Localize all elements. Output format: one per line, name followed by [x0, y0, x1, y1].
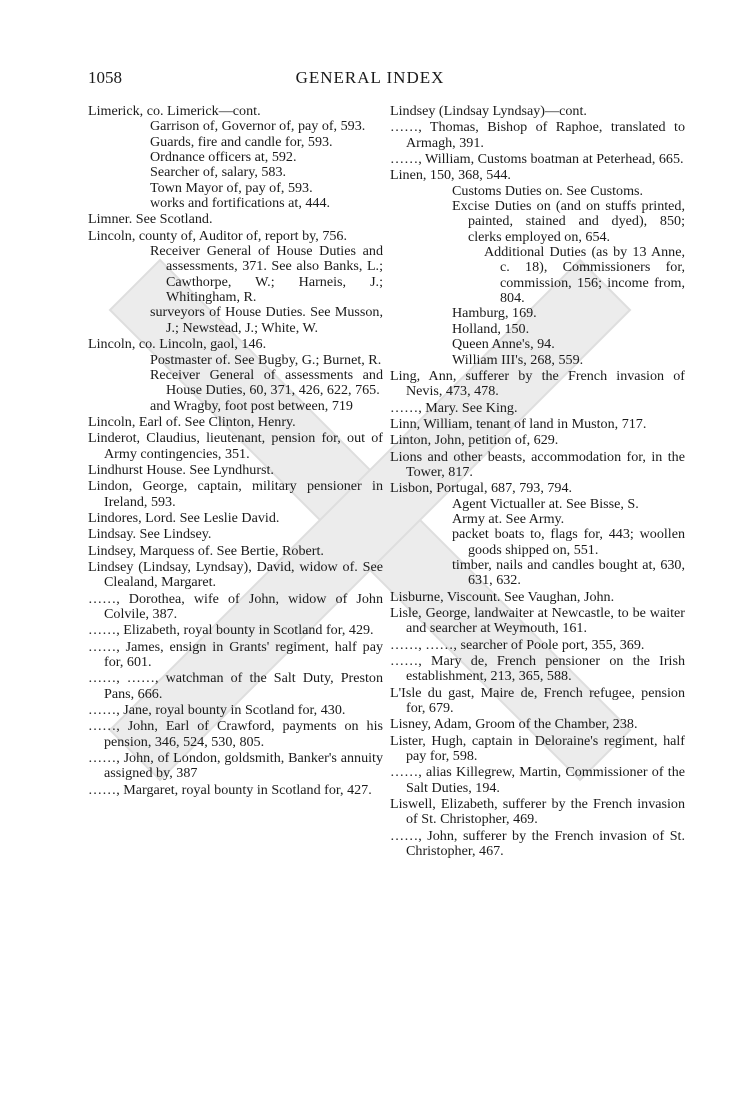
index-entry: ……, John, Earl of Crawford, payments on his pension, 346, 524, 530, 805.	[88, 718, 383, 750]
index-entry: ……, William, Customs boatman at Peterhead, 665.	[390, 151, 684, 168]
index-entry: Lions and other beasts, accommodation for, in the Tower, 817.	[390, 448, 685, 480]
index-entry: ……, Margaret, royal bounty in Scotland for, 427.	[88, 781, 372, 798]
index-entry: Queen Anne's, 94.	[452, 336, 555, 353]
index-entry: Lindon, George, captain, military pensioner in Ireland, 593.	[88, 478, 383, 510]
index-entry: Limerick, co. Limerick—cont.	[88, 103, 261, 119]
page-number: 1058	[88, 68, 122, 87]
page-header	[0, 68, 740, 92]
index-entry: packet boats to, flags for, 443; woollen goods shipped on, 551.	[452, 526, 685, 558]
index-entry: ……, James, ensign in Grants' regiment, half pay for, 601.	[88, 638, 383, 671]
index-entry: ……, John, of London, goldsmith, Banker's annuity assigned by, 387	[88, 750, 383, 782]
right-index-column	[390, 104, 685, 860]
index-entry: ……, alias Killegrew, Martin, Commissioner of the Salt Duties, 194.	[390, 764, 685, 796]
index-entry: Hamburg, 169.	[452, 305, 537, 322]
index-entry: Liswell, Elizabeth, sufferer by the French invasion of St. Christopher, 469.	[390, 796, 685, 828]
index-entry: and Wragby, foot post between, 719	[150, 397, 353, 414]
index-entry: Garrison of, Governor of, pay of, 593.	[150, 118, 366, 135]
index-entry: Town Mayor of, pay of, 593.	[150, 179, 313, 196]
index-entry: Excise Duties on (and on stuffs printed, painted, stained and dyed), 850; clerks employed on, 654.	[452, 198, 685, 245]
index-entry: timber, nails and candles bought at, 630, 631, 632.	[452, 556, 685, 589]
index-entry: ……, ……, watchman of the Salt Duty, Preston Pans, 666.	[88, 670, 383, 702]
index-entry: Lisburne, Viscount. See Vaughan, John.	[390, 588, 615, 605]
index-entry: Lisle, George, landwaiter at Newcastle, to be waiter and searcher at Weymouth, 161.	[390, 605, 685, 637]
index-entry: ……, Dorothea, wife of John, widow of John Colvile, 387.	[88, 590, 383, 622]
index-entry: Army at. See Army.	[452, 510, 565, 527]
index-entry: Linderot, Claudius, lieutenant, pension for, out of Army contingencies, 351.	[88, 430, 383, 462]
index-entry: ……, John, sufferer by the French invasion of St. Christopher, 467.	[390, 827, 685, 860]
index-entry: William III's, 268, 559.	[452, 351, 584, 368]
index-entry: surveyors of House Duties. See Musson, J.; Newstead, J.; White, W.	[150, 304, 383, 336]
index-entry: Limner. See Scotland.	[88, 211, 213, 228]
index-entry: Additional Duties (as by 13 Anne, c. 18), Commissioners for, commission, 156; income from, 804.	[484, 244, 685, 307]
index-entry: Lindhurst House. See Lyndhurst.	[88, 461, 274, 478]
index-entry: Lisbon, Portugal, 687, 793, 794.	[390, 480, 573, 497]
index-entry: Lindsey, Marquess of. See Bertie, Robert.	[88, 542, 324, 559]
index-entry: ……, Mary. See King.	[390, 399, 518, 416]
index-entry: Agent Victualler at. See Bisse, S.	[452, 495, 639, 512]
index-entry: Lindsay. See Lindsey.	[88, 526, 212, 543]
index-entry: ……, Elizabeth, royal bounty in Scotland for, 429.	[88, 622, 374, 639]
index-entry: Receiver General of House Duties and assessments, 371. See also Banks, L.; Cawthorpe, W.; Harneis, J.; Whitingham, R.	[150, 243, 383, 306]
index-entry: Linen, 150, 368, 544.	[390, 167, 511, 184]
index-entry: ……, Jane, royal bounty in Scotland for, 430.	[88, 702, 346, 719]
index-entry: Lindsey (Lindsay, Lyndsay), David, widow of. See Clealand, Margaret.	[88, 558, 383, 591]
index-entry: Receiver General of assessments and House Duties, 60, 371, 426, 622, 765.	[150, 366, 383, 399]
index-entry: ……, ……, searcher of Poole port, 355, 369.	[390, 636, 645, 653]
index-entry: Lincoln, co. Lincoln, gaol, 146.	[88, 336, 267, 353]
index-entry: Lister, Hugh, captain in Deloraine's regiment, half pay for, 598.	[390, 732, 685, 765]
index-entry: ……, Thomas, Bishop of Raphoe, translated to Armagh, 391.	[390, 119, 685, 151]
index-entry: Guards, fire and candle for, 593.	[150, 133, 333, 150]
left-index-column	[88, 104, 383, 798]
index-entry: Lindores, Lord. See Leslie David.	[88, 509, 280, 526]
index-entry: Linton, John, petition of, 629.	[390, 432, 559, 449]
index-entry: works and fortifications at, 444.	[150, 195, 331, 212]
index-entry: Lincoln, county of, Auditor of, report by, 756.	[88, 227, 347, 244]
index-entry: Postmaster of. See Bugby, G.; Burnet, R.	[150, 351, 382, 368]
index-entry: Searcher of, salary, 583.	[150, 164, 287, 181]
index-entry: Ordnance officers at, 592.	[150, 149, 297, 166]
index-entry: Lindsey (Lindsay Lyndsay)—cont.	[390, 103, 587, 119]
running-head: GENERAL INDEX	[295, 68, 445, 87]
index-entry: Linn, William, tenant of land in Muston, 717.	[390, 415, 647, 432]
index-entry: Customs Duties on. See Customs.	[452, 182, 644, 199]
index-entry: ……, Mary de, French pensioner on the Irish establishment, 213, 365, 588.	[390, 653, 685, 685]
index-entry: Lisney, Adam, Groom of the Chamber, 238.	[390, 716, 638, 733]
index-entry: Holland, 150.	[452, 320, 530, 337]
index-entry: Ling, Ann, sufferer by the French invasion of Nevis, 473, 478.	[390, 367, 685, 400]
index-entry: L'Isle du gast, Maire de, French refugee, pension for, 679.	[390, 684, 685, 717]
index-entry: Lincoln, Earl of. See Clinton, Henry.	[88, 413, 296, 430]
